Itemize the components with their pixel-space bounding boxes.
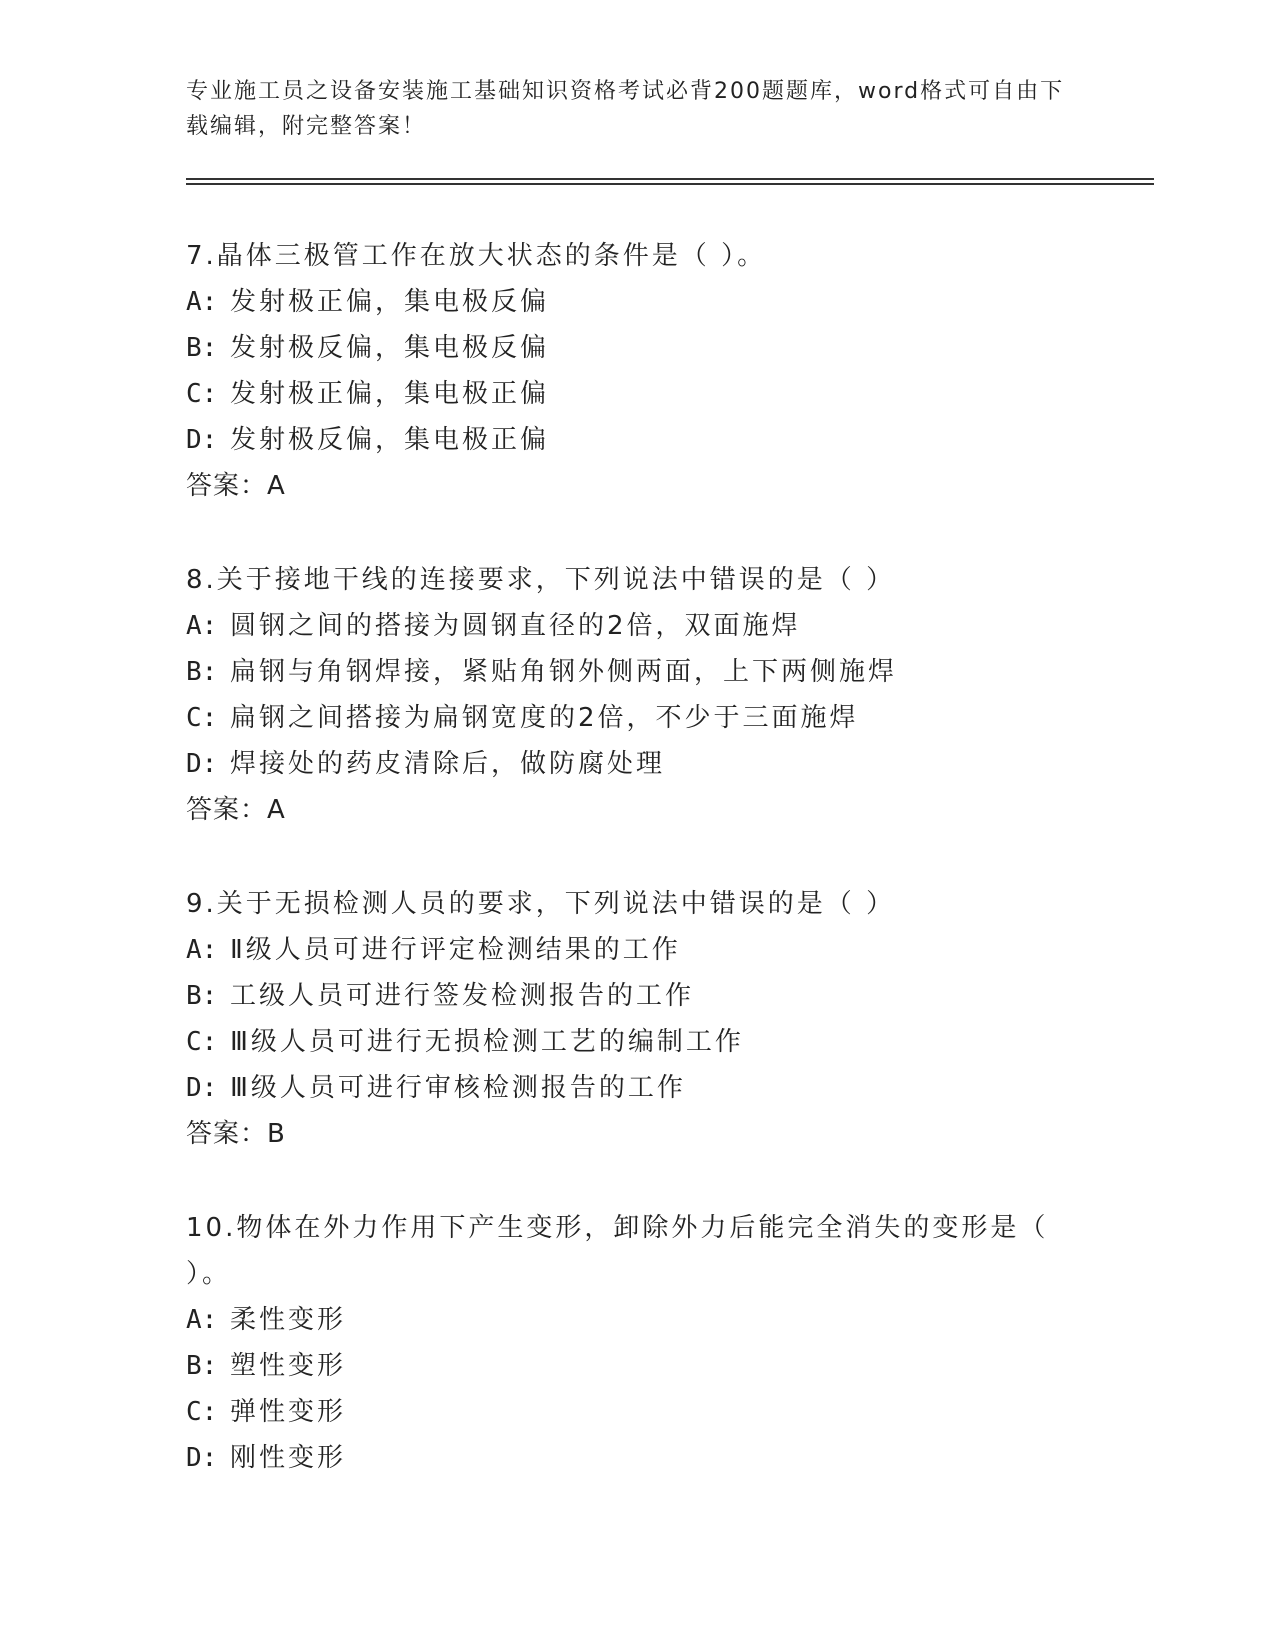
option-d bbox=[186, 741, 1086, 787]
question-8 bbox=[186, 557, 1086, 833]
option-a bbox=[186, 927, 1086, 973]
option-letter: C: bbox=[186, 379, 218, 409]
option-text: 弹性变形 bbox=[230, 1397, 347, 1427]
question-stem: 9.关于无损检测人员的要求，下列说法中错误的是（ ） bbox=[186, 889, 896, 919]
option-c bbox=[186, 371, 1086, 417]
option-letter: B: bbox=[186, 981, 218, 1011]
option-b bbox=[186, 973, 1086, 1019]
option-text: 柔性变形 bbox=[230, 1305, 347, 1335]
option-text: 发射极正偏，集电极正偏 bbox=[230, 379, 550, 409]
option-letter: D: bbox=[186, 1073, 218, 1103]
option-a bbox=[186, 603, 1086, 649]
option-letter: B: bbox=[186, 657, 218, 687]
option-text: 发射极反偏，集电极反偏 bbox=[230, 333, 550, 363]
question-10 bbox=[186, 1205, 1086, 1481]
option-text: 扁钢之间搭接为扁钢宽度的2倍，不少于三面施焊 bbox=[230, 703, 859, 733]
question-stem: 7.晶体三极管工作在放大状态的条件是（ ）。 bbox=[186, 241, 767, 271]
option-d bbox=[186, 1435, 1086, 1481]
option-a bbox=[186, 279, 1086, 325]
option-letter: D: bbox=[186, 749, 218, 779]
option-letter: A: bbox=[186, 287, 218, 317]
header-divider-top bbox=[186, 178, 1154, 180]
option-letter: A: bbox=[186, 1305, 218, 1335]
question-stem: 8.关于接地干线的连接要求，下列说法中错误的是（ ） bbox=[186, 565, 896, 595]
option-d bbox=[186, 1065, 1086, 1111]
option-text: 发射极正偏，集电极反偏 bbox=[230, 287, 550, 317]
option-b bbox=[186, 1343, 1086, 1389]
option-c bbox=[186, 695, 1086, 741]
option-text: Ⅱ级人员可进行评定检测结果的工作 bbox=[230, 935, 681, 965]
document-header: 专业施工员之设备安装施工基础知识资格考试必背200题题库，word格式可自由下载编辑，附完整答案！ bbox=[186, 79, 1065, 139]
answer-line: 答案：B bbox=[186, 1119, 286, 1149]
answer-line: 答案：A bbox=[186, 795, 286, 825]
question-list bbox=[186, 233, 1086, 1529]
option-text: 扁钢与角钢焊接，紧贴角钢外侧两面，上下两侧施焊 bbox=[230, 657, 898, 687]
option-text: 发射极反偏，集电极正偏 bbox=[230, 425, 550, 455]
option-letter: A: bbox=[186, 611, 218, 641]
option-c bbox=[186, 1389, 1086, 1435]
option-b bbox=[186, 325, 1086, 371]
option-text: Ⅲ级人员可进行审核检测报告的工作 bbox=[230, 1073, 686, 1103]
answer-line: 答案：A bbox=[186, 471, 286, 501]
option-text: 焊接处的药皮清除后，做防腐处理 bbox=[230, 749, 666, 779]
header-divider-bottom bbox=[186, 183, 1154, 185]
option-text: 工级人员可进行签发检测报告的工作 bbox=[230, 981, 695, 1011]
option-a bbox=[186, 1297, 1086, 1343]
option-letter: B: bbox=[186, 1351, 218, 1381]
option-text: 圆钢之间的搭接为圆钢直径的2倍，双面施焊 bbox=[230, 611, 801, 641]
option-text: 塑性变形 bbox=[230, 1351, 347, 1381]
option-letter: B: bbox=[186, 333, 218, 363]
option-d bbox=[186, 417, 1086, 463]
option-letter: D: bbox=[186, 1443, 218, 1473]
option-letter: C: bbox=[186, 1027, 218, 1057]
option-c bbox=[186, 1019, 1086, 1065]
option-letter: C: bbox=[186, 703, 218, 733]
option-letter: C: bbox=[186, 1397, 218, 1427]
option-letter: A: bbox=[186, 935, 218, 965]
option-text: 刚性变形 bbox=[230, 1443, 347, 1473]
option-letter: D: bbox=[186, 425, 218, 455]
option-text: Ⅲ级人员可进行无损检测工艺的编制工作 bbox=[230, 1027, 744, 1057]
option-b bbox=[186, 649, 1086, 695]
question-stem: 10.物体在外力作用下产生变形，卸除外力后能完全消失的变形是（ ）。 bbox=[186, 1213, 1049, 1289]
question-9 bbox=[186, 881, 1086, 1157]
question-7 bbox=[186, 233, 1086, 509]
